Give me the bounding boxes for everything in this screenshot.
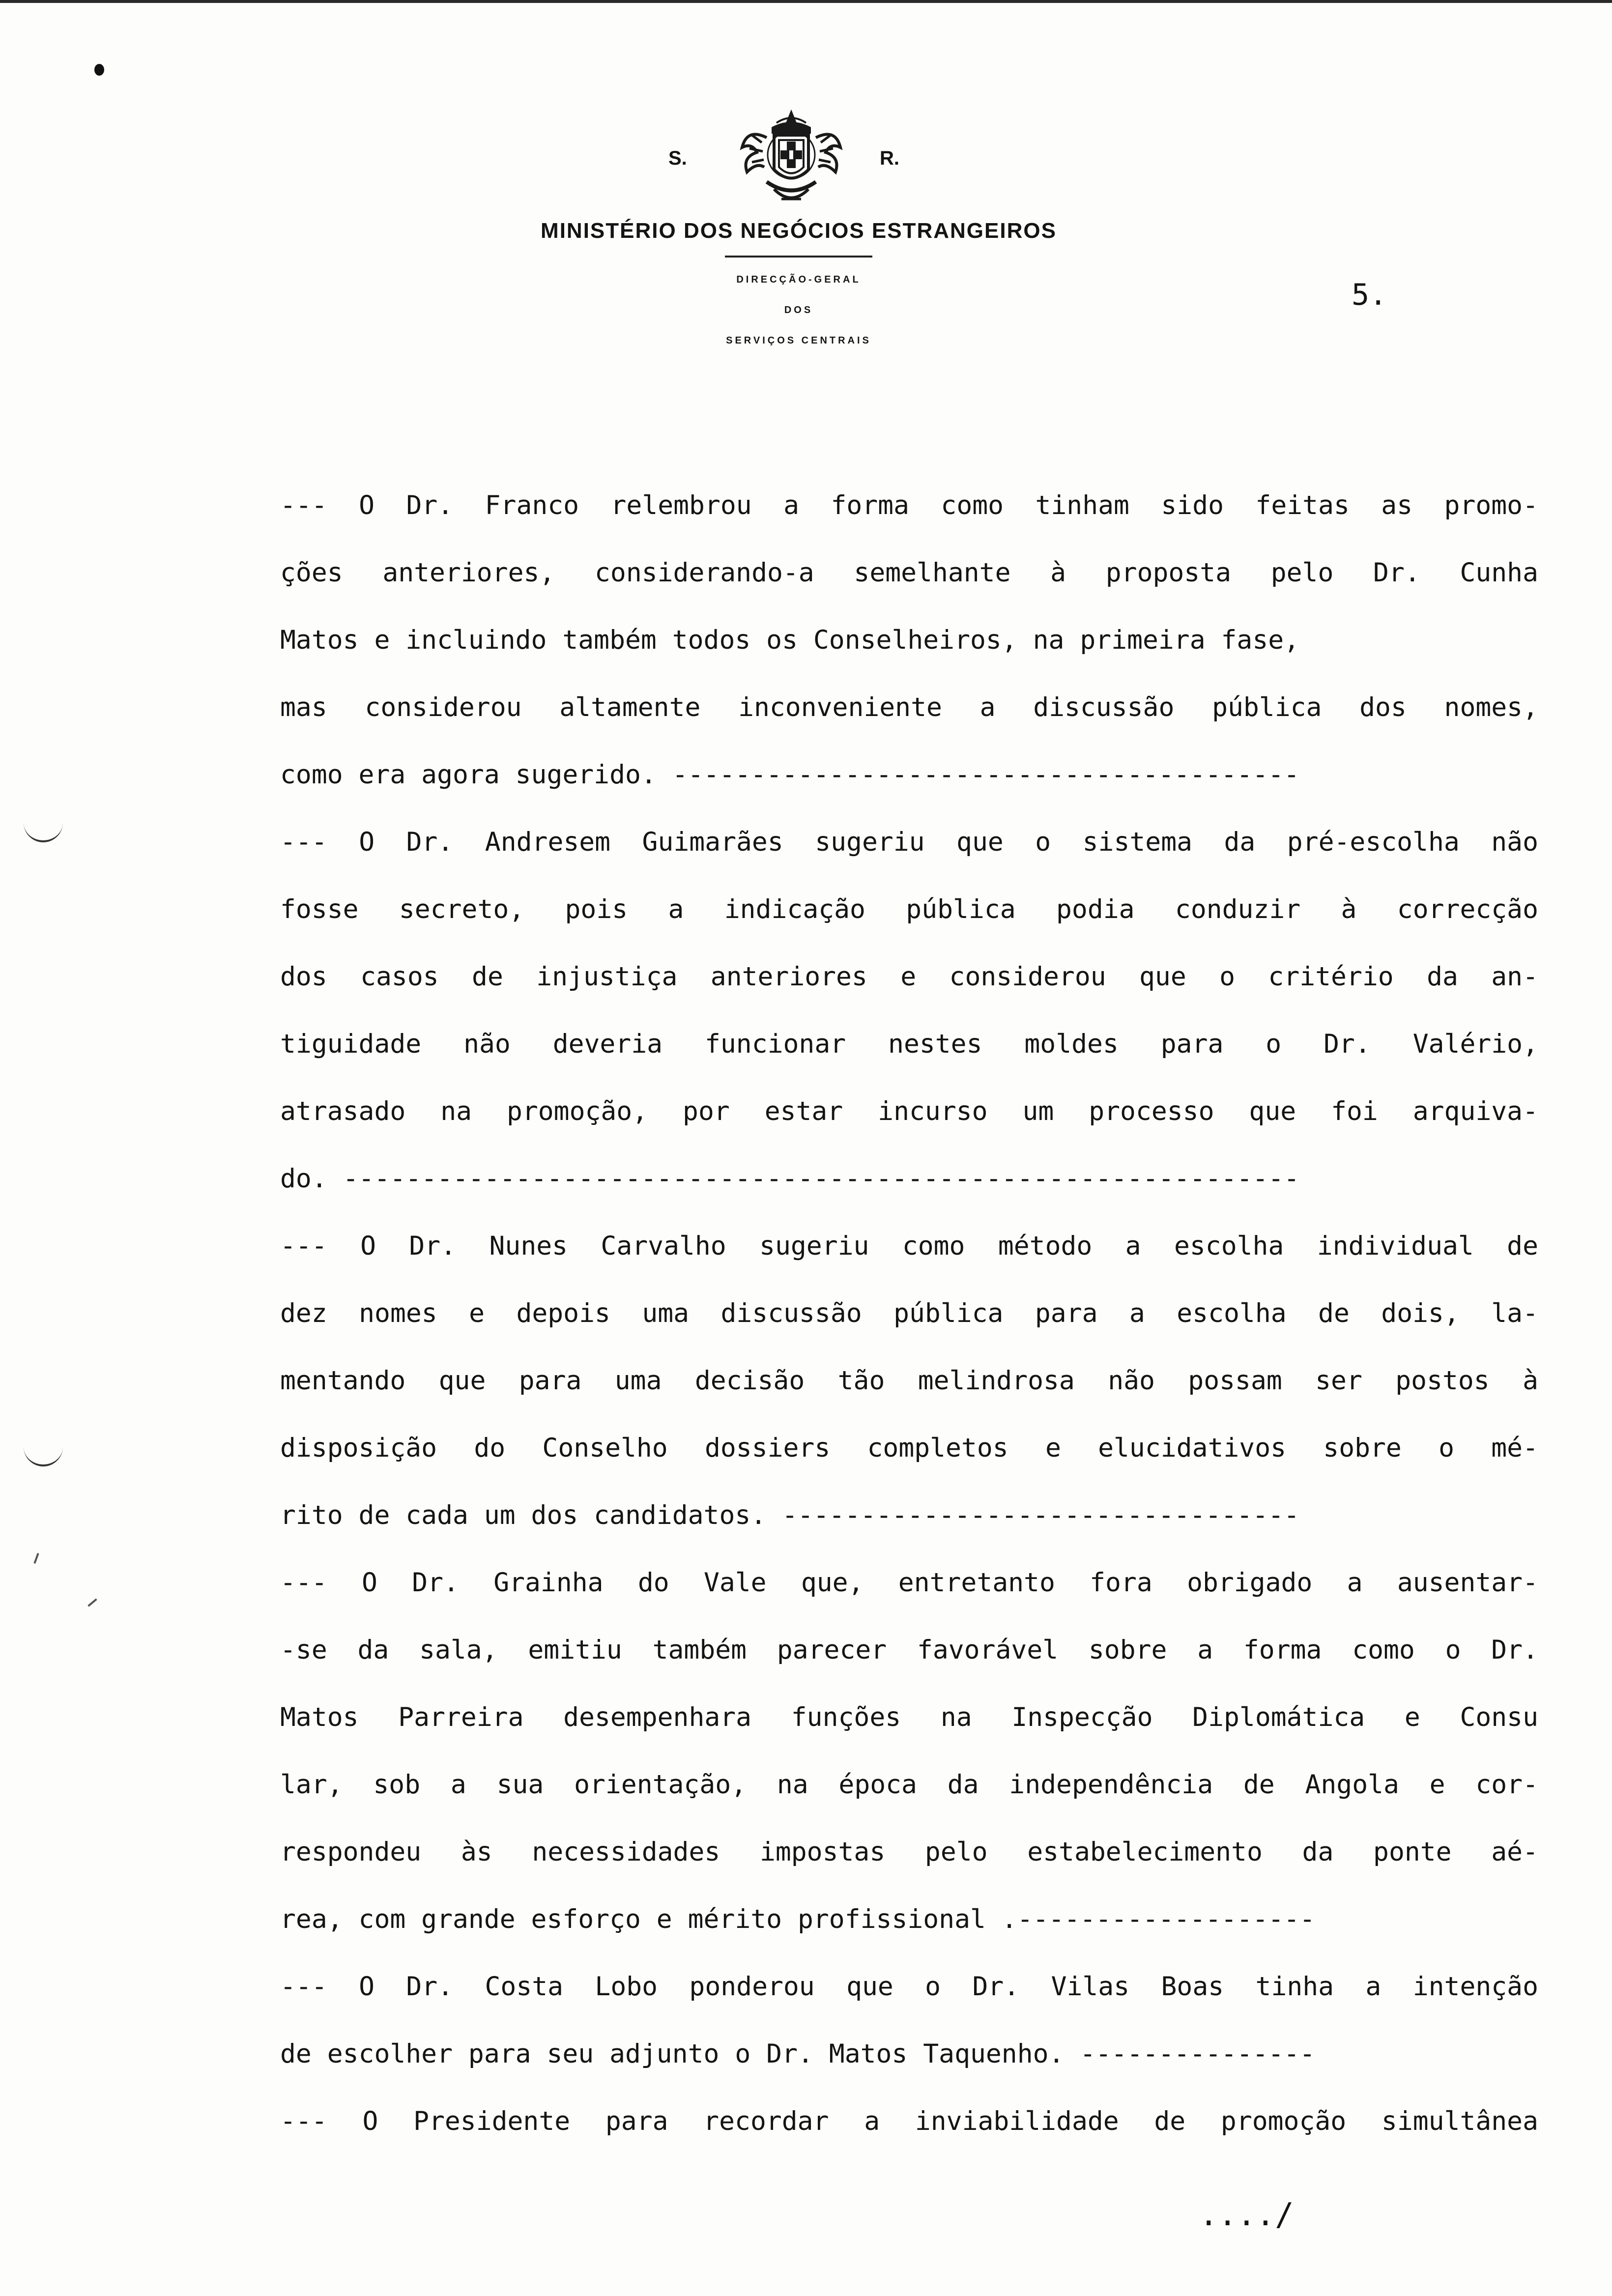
text-line: Matos e incluindo também todos os Conselheiros, na primeira fase, [280,625,1300,655]
text-line: --- O Dr. Andresem Guimarães sugeriu que o sistema da pré-escolha não [280,827,1538,857]
minutes-body [280,472,1538,2155]
text-line: Matos Parreira desempenhara funções na Inspecção Diplomática e Consu [280,1702,1538,1732]
text-line: lar, sob a sua orientação, na época da independência de Angola e cor- [280,1770,1538,1800]
text-line: rea, com grande esforço e mérito profissional .------------------- [280,1904,1315,1934]
text-line: --- O Presidente para recordar a inviabilidade de promoção simultânea [280,2106,1538,2136]
text-line: --- O Dr. Costa Lobo ponderou que o Dr. Vilas Boas tinha a intenção [280,1972,1538,2002]
continuation-mark: ..../ [1199,2197,1294,2233]
scan-mark [87,1598,97,1607]
portuguese-coat-of-arms-icon [727,108,855,211]
text-line: mas considerou altamente inconveniente a discussão pública dos nomes, [280,692,1538,722]
department-line-3: SERVIÇOS CENTRAIS [726,335,871,346]
letterhead [442,108,1155,364]
ink-spot [94,64,104,76]
text-line: como era agora sugerido. ---------------------------------------- [280,760,1300,790]
department-line-1: DIRECÇÃO-GERAL [736,274,861,285]
crest-right-letter: R. [880,147,899,169]
text-line: rito de cada um dos candidatos. --------------------------------- [280,1500,1300,1530]
crest-row [442,108,1155,211]
text-line: mentando que para uma decisão tão melindrosa não possam ser postos à [280,1366,1538,1396]
text-line: fosse secreto, pois a indicação pública podia conduzir à correcção [280,894,1538,924]
text-line: -se da sala, emitiu também parecer favorável sobre a forma como o Dr. [280,1635,1538,1665]
page-number: 5. [1352,278,1387,312]
text-line: respondeu às necessidades impostas pelo estabelecimento da ponte aé- [280,1837,1538,1867]
text-line: dez nomes e depois uma discussão pública para a escolha de dois, la- [280,1298,1538,1328]
text-line: ções anteriores, considerando-a semelhante à proposta pelo Dr. Cunha [280,558,1538,588]
text-line: --- O Dr. Franco relembrou a forma como tinham sido feitas as promo- [280,490,1538,520]
text-line: --- O Dr. Grainha do Vale que, entretanto fora obrigado a ausentar- [280,1568,1538,1598]
text-line: dos casos de injustiça anteriores e considerou que o critério da an- [280,962,1538,992]
text-line: atrasado na promoção, por estar incurso um processo que foi arquiva- [280,1096,1538,1126]
text-line: disposição do Conselho dossiers completos e elucidativos sobre o mé- [280,1433,1538,1463]
department-line-2: DOS [784,305,813,316]
ministry-name: MINISTÉRIO DOS NEGÓCIOS ESTRANGEIROS [541,219,1057,243]
punch-hole-mark [24,1445,63,1466]
scan-mark [33,1553,39,1564]
scan-top-edge [0,0,1612,3]
punch-hole-mark [24,821,63,842]
text-line: tiguidade não deveria funcionar nestes moldes para o Dr. Valério, [280,1029,1538,1059]
header-divider [725,256,872,258]
text-line: do. ------------------------------------------------------------- [280,1164,1300,1194]
text-line: de escolher para seu adjunto o Dr. Matos Taquenho. --------------- [280,2039,1315,2069]
text-line: --- O Dr. Nunes Carvalho sugeriu como método a escolha individual de [280,1231,1538,1261]
crest-left-letter: S. [668,147,687,169]
